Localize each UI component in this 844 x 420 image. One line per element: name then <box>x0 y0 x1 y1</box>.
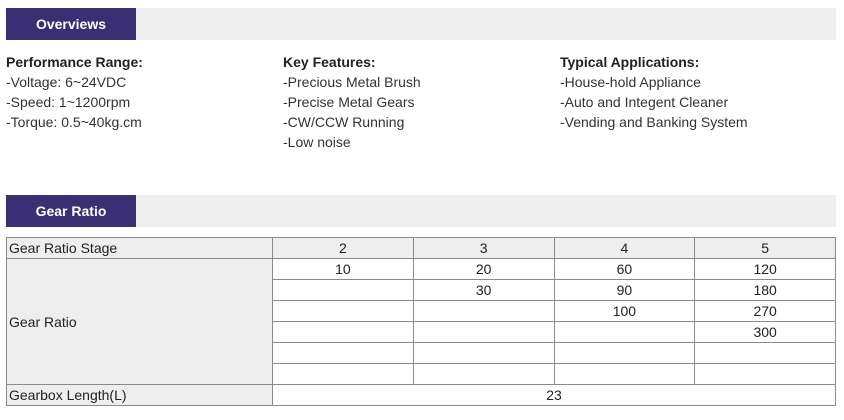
ratio-cell <box>413 322 554 343</box>
gear-ratio-section-bar <box>6 195 836 227</box>
feature-item: -CW/CCW Running <box>283 114 405 130</box>
gear-ratio-stage-row <box>7 238 836 259</box>
key-features-column <box>283 52 421 152</box>
gearbox-length-label: Gearbox Length(L) <box>7 385 273 406</box>
ratio-cell <box>554 364 695 385</box>
performance-range-heading: Performance Range: <box>6 54 143 70</box>
ratio-cell <box>413 364 554 385</box>
table-row <box>7 259 836 280</box>
ratio-cell: 10 <box>273 259 414 280</box>
ratio-cell: 60 <box>554 259 695 280</box>
feature-item: -Low noise <box>283 134 351 150</box>
overviews-title: Overviews <box>6 8 136 40</box>
ratio-cell <box>554 343 695 364</box>
ratio-cell: 300 <box>695 322 836 343</box>
overviews-section-bar <box>6 8 836 40</box>
stage-cell: 2 <box>273 238 414 259</box>
ratio-cell: 270 <box>695 301 836 322</box>
application-item: -Auto and Integent Cleaner <box>560 94 729 110</box>
gear-ratio-title: Gear Ratio <box>6 195 136 227</box>
ratio-cell: 120 <box>695 259 836 280</box>
ratio-cell <box>273 364 414 385</box>
ratio-cell <box>413 301 554 322</box>
gear-ratio-stage-label: Gear Ratio Stage <box>7 238 273 259</box>
ratio-cell <box>273 322 414 343</box>
ratio-cell <box>413 343 554 364</box>
gearbox-length-value: 23 <box>273 385 836 406</box>
ratio-cell <box>273 280 414 301</box>
performance-item: -Torque: 0.5~40kg.cm <box>6 114 142 130</box>
ratio-cell <box>273 343 414 364</box>
ratio-cell <box>273 301 414 322</box>
ratio-cell: 100 <box>554 301 695 322</box>
application-item: -Vending and Banking System <box>560 114 748 130</box>
performance-item: -Voltage: 6~24VDC <box>6 74 127 90</box>
ratio-cell <box>695 364 836 385</box>
feature-item: -Precise Metal Gears <box>283 94 415 110</box>
typical-applications-heading: Typical Applications: <box>560 54 700 70</box>
gearbox-length-row <box>7 385 836 406</box>
typical-applications-column <box>560 52 748 132</box>
stage-cell: 5 <box>695 238 836 259</box>
gear-ratio-table <box>6 237 836 406</box>
ratio-cell <box>695 343 836 364</box>
ratio-cell: 90 <box>554 280 695 301</box>
gear-ratio-label: Gear Ratio <box>7 259 273 385</box>
performance-range-column <box>6 52 143 132</box>
ratio-cell: 180 <box>695 280 836 301</box>
feature-item: -Precious Metal Brush <box>283 74 421 90</box>
ratio-cell: 30 <box>413 280 554 301</box>
ratio-cell <box>554 322 695 343</box>
key-features-heading: Key Features: <box>283 54 376 70</box>
application-item: -House-hold Appliance <box>560 74 701 90</box>
performance-item: -Speed: 1~1200rpm <box>6 94 131 110</box>
ratio-cell: 20 <box>413 259 554 280</box>
stage-cell: 3 <box>413 238 554 259</box>
stage-cell: 4 <box>554 238 695 259</box>
